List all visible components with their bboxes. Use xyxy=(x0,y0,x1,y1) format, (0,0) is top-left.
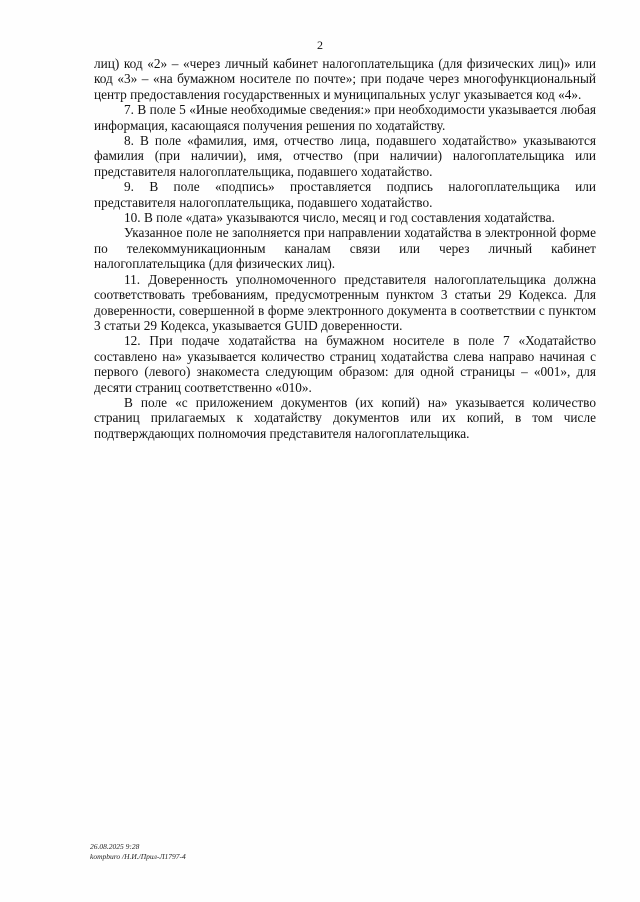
paragraph-continued-codes: лиц) код «2» – «через личный кабинет налогоплательщика (для физических лиц)» или код «3» – «на бумажном носителе по почте»; при подаче через многофункциональный центр предоставления государственных и муниципальных услуг указывается код «4». xyxy=(94,56,596,102)
footer-timestamp: 26.08.2025 9:28 xyxy=(90,842,140,851)
paragraph-item-10: 10. В поле «дата» указываются число, месяц и год составления ходатайства. xyxy=(124,210,555,226)
paragraph-item-10-note: Указанное поле не заполняется при направлении ходатайства в электронной форме по телекоммуникационным каналам связи или через личный кабинет налогоплательщика (для физических лиц). xyxy=(94,225,596,272)
paragraph-item-12-attachments: В поле «с приложением документов (их копий) на» указывается количество страниц прилагаемых к ходатайству документов или их копий, в том числе подтверждающих полномочия представителя налогоплательщика. xyxy=(94,394,596,441)
paragraph-item-7: 7. В поле 5 «Иные необходимые сведения:» при необходимости указывается любая информация, касающаяся получения решения по ходатайству. xyxy=(94,102,596,133)
footer-file-ref: kompburo /Н.И./Прил-Л1797-4 xyxy=(90,852,186,861)
paragraph-item-11: 11. Доверенность уполномоченного представителя налогоплательщика должна соответствовать требованиям, предусмотренным пунктом 3 статьи 29 Кодекса. Для доверенности, совершенной в форме электронного документа в соответствии с пунктом 3 статьи 29 Кодекса, указывается GUID доверенности. xyxy=(94,271,596,333)
page-number: 2 xyxy=(317,38,323,52)
paragraph-item-12: 12. При подаче ходатайства на бумажном носителе в поле 7 «Ходатайство составлено на» указывается количество страниц ходатайства слева направо начиная с первого (левого) знакоместа следующим образом: для одной страницы – «001», для десяти страниц соответственно «010». xyxy=(94,333,596,395)
paragraph-item-9: 9. В поле «подпись» проставляется подпись налогоплательщика или представителя налогоплательщика, подавшего ходатайство. xyxy=(94,179,596,210)
paragraph-item-8: 8. В поле «фамилия, имя, отчество лица, подавшего ходатайство» указываются фамилия (при наличии), имя, отчество (при наличии) налогоплательщика или представителя налогоплательщика, подавшего ходатайство. xyxy=(94,133,596,179)
document-footer xyxy=(90,842,186,862)
document-body xyxy=(94,56,596,441)
